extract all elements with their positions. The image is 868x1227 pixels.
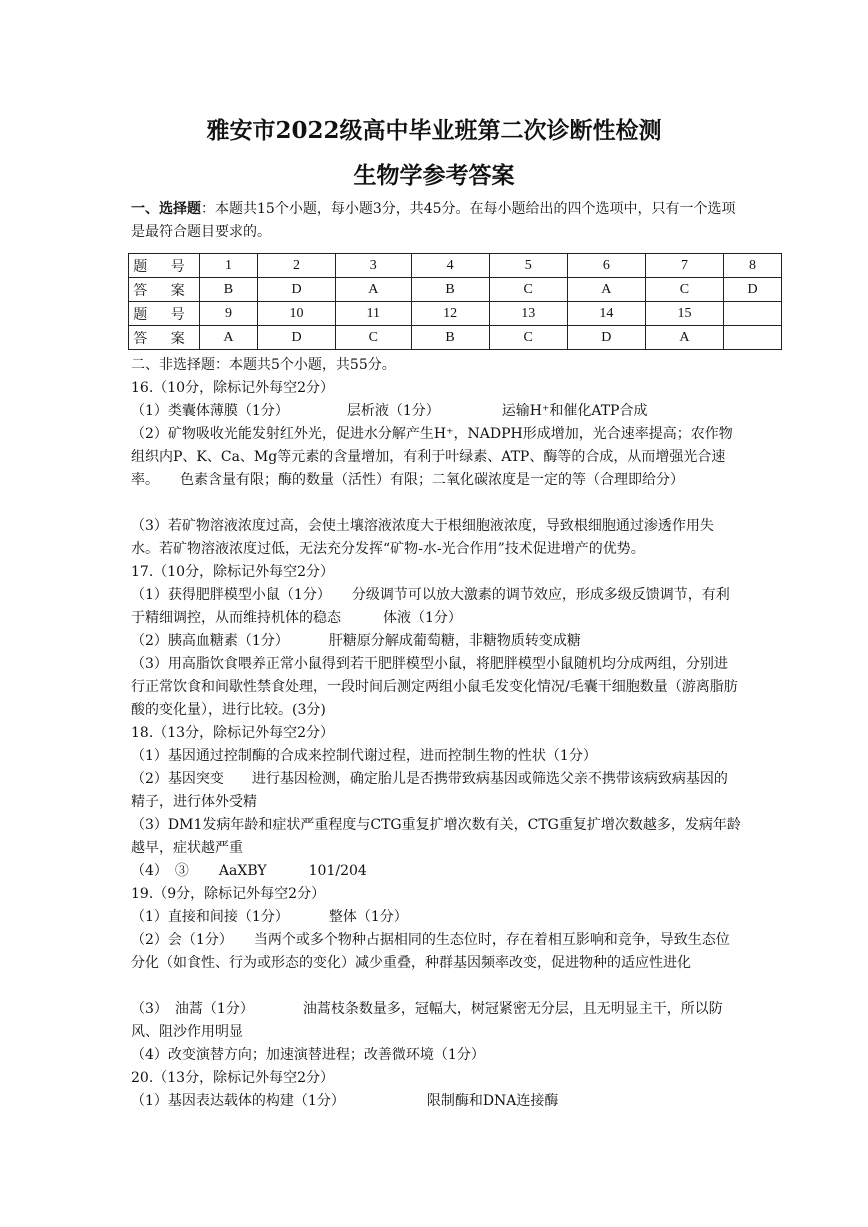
- q19-part4: （4）改变演替方向；加速演替进程；改善微环境（1分）: [131, 1047, 485, 1063]
- q18-part4-b: AaXBY: [218, 863, 267, 879]
- table-cell: B: [411, 326, 489, 350]
- row-label-number: 题 号: [129, 254, 200, 278]
- section1-intro: [131, 198, 741, 244]
- table-cell: A: [567, 278, 645, 302]
- q18-part3: （3）DM1发病年龄和症状严重程度与CTG重复扩增次数有关，CTG重复扩增次数越多，发病年龄越早，症状越严重: [131, 817, 741, 856]
- q19-part1: [131, 906, 751, 929]
- row-label-answer: 答 案: [129, 326, 200, 350]
- table-row: [129, 278, 782, 302]
- q18-part2: （2）基因突变 进行基因检测，确定胎儿是否携带致病基因或筛选父亲不携带该病致病基因的精子，进行体外受精: [131, 771, 728, 810]
- table-cell: B: [200, 278, 258, 302]
- table-cell: [724, 302, 782, 326]
- table-cell: D: [724, 278, 782, 302]
- table-row: [129, 254, 782, 278]
- q19-part1-a: （1）直接和间接（1分）: [131, 909, 289, 925]
- table-row: [129, 326, 782, 350]
- q19-part3: （3） 油蒿（1分） 油蒿枝条数量多，冠幅大，树冠紧密无分层，且无明显主干，所以防风、阻沙作用明显: [131, 1001, 723, 1040]
- q16-part1-a: （1）类囊体薄膜（1分）: [131, 403, 289, 419]
- q16-heading: 16.（10分，除标记外每空2分）: [131, 380, 334, 396]
- q18-part1: （1）基因通过控制酶的合成来控制代谢过程，进而控制生物的性状（1分）: [131, 748, 597, 764]
- q17-part2: [131, 630, 751, 653]
- table-cell: D: [257, 278, 335, 302]
- answer-table: [128, 253, 782, 350]
- table-cell: 15: [645, 302, 723, 326]
- q17-part3: （3）用高脂饮食喂养正常小鼠得到若干肥胖模型小鼠，将肥胖模型小鼠随机均分成两组，分别进行正常饮食和间歇性禁食处理，一段时间后测定两组小鼠毛发变化情况/毛囊干细胞数量（游离脂肪酸的变化量），进行比较。(3分): [131, 656, 738, 718]
- q16-part2: （2）矿物吸收光能发射红外光，促进水分解产生H⁺，NADPH形成增加，光合速率提高；农作物组织内P、K、Ca、Mg等元素的含量增加，有利于叶绿素、ATP、酶等的合成，从而增强光合速率。 色素含量有限；酶的数量（活性）有限；二氧化碳浓度是一定的等（合理即给分）: [131, 426, 733, 488]
- table-cell: 10: [257, 302, 335, 326]
- q19-part2: （2）会（1分） 当两个或多个物种占据相同的生态位时，存在着相互影响和竞争，导致生态位分化（如食性、行为或形态的变化）减少重叠，种群基因频率改变，促进物种的适应性进化: [131, 932, 730, 971]
- table-cell: 4: [411, 254, 489, 278]
- q17-part1: （1）获得肥胖模型小鼠（1分） 分级调节可以放大激素的调节效应，形成多级反馈调节，有利于精细调控，从而维持机体的稳态 体液（1分）: [131, 587, 730, 626]
- section1-text: ：本题共15个小题，每小题3分，共45分。在每小题给出的四个选项中，只有一个选项是最符合题目要求的。: [131, 201, 736, 240]
- q18-part4-c: 101/204: [308, 863, 367, 879]
- table-cell: 14: [567, 302, 645, 326]
- table-cell: D: [567, 326, 645, 350]
- q17-heading: 17.（10分，除标记外每空2分）: [131, 564, 334, 580]
- table-row: [129, 302, 782, 326]
- row-label-answer: 答 案: [129, 278, 200, 302]
- table-cell: 13: [489, 302, 567, 326]
- table-cell: 6: [567, 254, 645, 278]
- q17-part2-b: 肝糖原分解成葡萄糖，非糖物质转变成糖: [328, 633, 581, 649]
- table-cell: C: [645, 278, 723, 302]
- row-label-number: 题 号: [129, 302, 200, 326]
- table-cell: 7: [645, 254, 723, 278]
- q19-heading: 19.（9分，除标记外每空2分）: [131, 886, 326, 902]
- q16-part3: （3）若矿物溶液浓度过高，会使土壤溶液浓度大于根细胞液浓度，导致根细胞通过渗透作用失水。若矿物溶液浓度过低，无法充分发挥“矿物-水-光合作用”技术促进增产的优势。: [131, 518, 714, 557]
- table-cell: C: [489, 278, 567, 302]
- document-title: 雅安市2022级高中毕业班第二次诊断性检测: [206, 117, 662, 144]
- q17-part2-a: （2）胰高血糖素（1分）: [131, 633, 289, 649]
- table-cell: [724, 326, 782, 350]
- q16-part1-c: 运输H⁺和催化ATP合成: [501, 403, 648, 419]
- table-cell: 9: [200, 302, 258, 326]
- q20-part1: [131, 1090, 751, 1113]
- table-cell: A: [336, 278, 411, 302]
- table-cell: C: [489, 326, 567, 350]
- section1-heading: 一、选择题: [131, 201, 201, 217]
- table-cell: 12: [411, 302, 489, 326]
- document-subtitle: 生物学参考答案: [353, 162, 515, 189]
- table-cell: C: [336, 326, 411, 350]
- q20-part1-b: 限制酶和DNA连接酶: [426, 1093, 559, 1109]
- table-cell: 1: [200, 254, 258, 278]
- q18-part4: [131, 860, 751, 883]
- section2-heading: 二、非选择题：本题共5个小题，共55分。: [131, 357, 396, 373]
- table-cell: B: [411, 278, 489, 302]
- q19-part1-b: 整体（1分）: [328, 909, 408, 925]
- table-cell: 3: [336, 254, 411, 278]
- table-cell: 2: [257, 254, 335, 278]
- q20-part1-a: （1）基因表达载体的构建（1分）: [131, 1093, 345, 1109]
- q16-part1: [131, 400, 751, 423]
- table-cell: A: [645, 326, 723, 350]
- q18-heading: 18.（13分，除标记外每空2分）: [131, 725, 334, 741]
- q18-part4-a: （4） ③: [131, 863, 189, 879]
- table-cell: 11: [336, 302, 411, 326]
- q20-heading: 20.（13分，除标记外每空2分）: [131, 1070, 334, 1086]
- table-cell: A: [200, 326, 258, 350]
- q16-part1-b: 层析液（1分）: [346, 403, 440, 419]
- table-cell: 5: [489, 254, 567, 278]
- table-cell: D: [257, 326, 335, 350]
- table-cell: 8: [724, 254, 782, 278]
